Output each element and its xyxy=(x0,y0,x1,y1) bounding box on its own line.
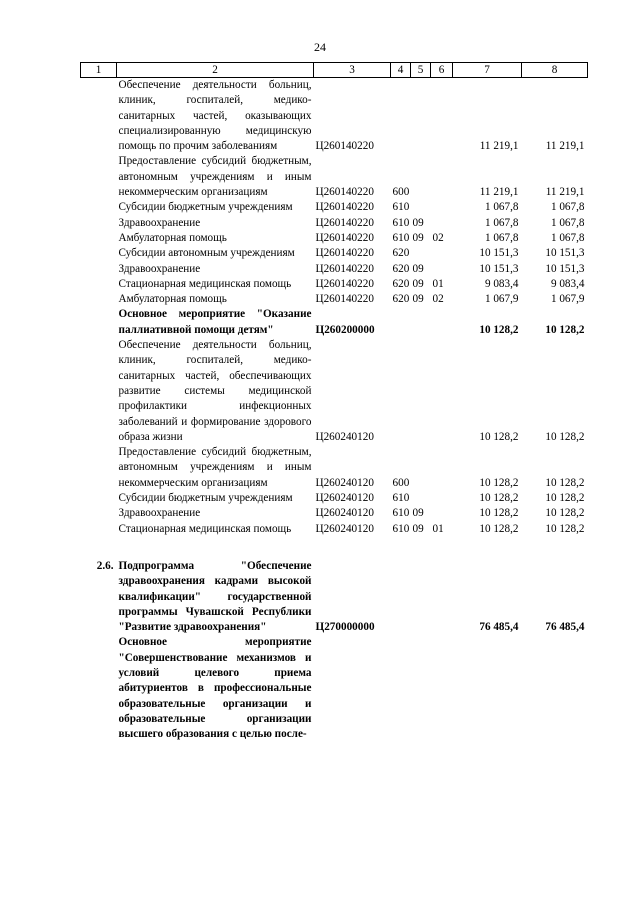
row-value-8: 1 067,8 xyxy=(550,201,585,214)
row-value-7: 10 128,2 xyxy=(479,476,519,489)
row-value-7: 11 219,1 xyxy=(479,186,519,199)
row-rz xyxy=(411,78,431,155)
row-index xyxy=(81,491,117,506)
row-name: Субсидии бюджетным учреждениям xyxy=(118,201,293,214)
row-index xyxy=(81,154,117,200)
table-row xyxy=(81,78,588,155)
row-name: Амбулаторная помощь xyxy=(118,231,227,244)
row-code: Ц260140220 xyxy=(315,201,374,214)
row-name: Обеспечение деятельности больниц, клиник, госпиталей, медико-санитарных частей, оказывающих специализированную медицинскую помощь по прочим заболеваниям xyxy=(118,79,312,153)
row-vr: 610 xyxy=(392,492,410,505)
row-value-8: 10 128,2 xyxy=(545,507,585,520)
row-spacer xyxy=(81,537,588,559)
row-value-8 xyxy=(522,635,588,742)
row-index xyxy=(81,522,117,537)
row-value-8: 10 151,3 xyxy=(545,262,585,275)
table-header xyxy=(81,63,588,78)
row-rz xyxy=(411,200,431,215)
row-rz xyxy=(411,307,431,338)
row-code: Ц260140220 xyxy=(315,186,374,199)
row-value-8: 10 151,3 xyxy=(545,247,585,260)
row-value-7: 10 128,2 xyxy=(479,430,519,443)
header-cell: 6 xyxy=(431,63,453,78)
row-index xyxy=(81,338,117,445)
row-code: Ц260240120 xyxy=(315,430,374,443)
row-value-7: 1 067,8 xyxy=(484,231,519,244)
table-row xyxy=(81,338,588,445)
row-rz xyxy=(411,491,431,506)
row-name: Предоставление субсидий бюджетным, автономным учреждениям и иным некоммерческим организациям xyxy=(118,155,312,199)
table-body xyxy=(81,78,588,743)
row-name: Субсидии бюджетным учреждениям xyxy=(118,492,293,505)
row-vr xyxy=(391,338,411,445)
row-index xyxy=(81,216,117,231)
row-vr: 610 xyxy=(392,201,410,214)
row-value-7: 9 083,4 xyxy=(484,277,519,290)
row-pr: 02 xyxy=(432,293,444,306)
table-row xyxy=(81,231,588,246)
row-vr xyxy=(391,307,411,338)
row-value-8: 9 083,4 xyxy=(550,277,585,290)
table-row xyxy=(81,262,588,277)
row-value-8: 1 067,8 xyxy=(550,216,585,229)
row-pr xyxy=(431,78,453,155)
row-code: Ц260140220 xyxy=(315,140,374,153)
row-index xyxy=(81,78,117,155)
header-cell: 8 xyxy=(522,63,588,78)
row-pr: 01 xyxy=(432,277,444,290)
table-row xyxy=(81,522,588,537)
row-rz xyxy=(411,154,431,200)
row-code: Ц260240120 xyxy=(315,476,374,489)
row-index xyxy=(81,262,117,277)
row-vr: 620 xyxy=(392,277,410,290)
table-row xyxy=(81,216,588,231)
table-row xyxy=(81,491,588,506)
row-pr xyxy=(431,559,453,635)
page-number: 24 xyxy=(314,40,326,54)
row-rz xyxy=(411,445,431,491)
row-value-8: 11 219,1 xyxy=(545,186,585,199)
row-vr xyxy=(391,635,411,742)
row-value-8: 76 485,4 xyxy=(545,621,585,634)
row-index xyxy=(81,292,117,307)
row-code: Ц260140220 xyxy=(315,262,374,275)
row-rz xyxy=(411,635,431,742)
table-row xyxy=(81,154,588,200)
row-name: Субсидии автономным учреждениям xyxy=(118,247,295,260)
row-index: 2.6. xyxy=(96,559,114,572)
table-row xyxy=(81,635,588,742)
row-vr: 600 xyxy=(392,476,410,489)
row-rz: 09 xyxy=(412,262,424,275)
row-name: Подпрограмма "Обеспечение здравоохранения кадрами высокой квалификации" государственной программы Чувашской Республики "Развитие здравоохранения" xyxy=(118,559,312,634)
row-value-7: 1 067,9 xyxy=(484,293,519,306)
row-code: Ц260140220 xyxy=(315,277,374,290)
row-name: Стационарная медицинская помощь xyxy=(118,277,292,290)
row-pr xyxy=(431,200,453,215)
row-rz: 09 xyxy=(412,231,424,244)
row-value-8: 1 067,8 xyxy=(550,231,585,244)
row-value-7: 10 128,2 xyxy=(479,522,519,535)
row-code: Ц260140220 xyxy=(315,247,374,260)
row-pr: 02 xyxy=(432,231,444,244)
row-vr: 620 xyxy=(392,293,410,306)
row-vr xyxy=(391,78,411,155)
row-vr: 610 xyxy=(392,216,410,229)
row-value-7: 11 219,1 xyxy=(479,140,519,153)
row-index xyxy=(81,200,117,215)
header-cell: 4 xyxy=(391,63,411,78)
table-row xyxy=(81,277,588,292)
header-cell: 5 xyxy=(411,63,431,78)
table-row xyxy=(81,506,588,521)
row-vr: 610 xyxy=(392,522,410,535)
row-rz: 09 xyxy=(412,293,424,306)
row-code: Ц260240120 xyxy=(315,492,374,505)
row-name: Обеспечение деятельности больниц, клиник, госпиталей, медико-санитарных частей, обеспечивающих развитие системы медицинской профилактики инфекционных заболеваний и формирование здорового образа жизни xyxy=(118,339,312,443)
row-vr: 620 xyxy=(392,247,410,260)
row-pr xyxy=(431,216,453,231)
header-cell: 3 xyxy=(314,63,391,78)
row-value-7: 10 151,3 xyxy=(479,262,519,275)
row-value-8: 10 128,2 xyxy=(545,430,585,443)
row-pr xyxy=(431,154,453,200)
row-value-7: 10 128,2 xyxy=(479,507,519,520)
row-value-7: 1 067,8 xyxy=(484,201,519,214)
table-row xyxy=(81,445,588,491)
row-value-7: 76 485,4 xyxy=(479,621,519,634)
row-index xyxy=(81,506,117,521)
row-vr: 620 xyxy=(392,262,410,275)
row-code: Ц260140220 xyxy=(315,231,374,244)
budget-table xyxy=(80,62,588,742)
row-pr xyxy=(431,338,453,445)
row-index xyxy=(81,635,117,742)
row-value-7: 10 151,3 xyxy=(479,247,519,260)
row-value-8: 10 128,2 xyxy=(545,492,585,505)
row-vr: 600 xyxy=(392,186,410,199)
row-rz: 09 xyxy=(412,507,424,520)
row-name: Амбулаторная помощь xyxy=(118,293,227,306)
row-value-7: 1 067,8 xyxy=(484,216,519,229)
row-pr xyxy=(431,445,453,491)
row-rz xyxy=(411,338,431,445)
row-value-8: 10 128,2 xyxy=(545,522,585,535)
row-pr xyxy=(431,635,453,742)
row-rz: 09 xyxy=(412,522,424,535)
row-value-8: 1 067,9 xyxy=(550,293,585,306)
row-vr: 610 xyxy=(392,507,410,520)
row-code: Ц260240120 xyxy=(315,522,374,535)
table-row xyxy=(81,307,588,338)
row-name: Здравоохранение xyxy=(118,216,201,229)
table-row xyxy=(81,246,588,261)
row-name: Здравоохранение xyxy=(118,262,201,275)
row-value-7 xyxy=(453,635,522,742)
row-name: Предоставление субсидий бюджетным, автономным учреждениям и иным некоммерческим организациям xyxy=(118,446,312,489)
row-value-8: 11 219,1 xyxy=(545,140,585,153)
row-code: Ц270000000 xyxy=(315,621,375,634)
table-row xyxy=(81,200,588,215)
row-rz: 09 xyxy=(412,216,424,229)
row-pr xyxy=(431,262,453,277)
row-code: Ц260240120 xyxy=(315,507,374,520)
row-name: Основное мероприятие "Совершенствование механизмов и условий целевого приема абитуриентов в профессиональные образовательные организации и образовательные организации высшего образования с целью после- xyxy=(118,636,312,741)
row-name: Основное мероприятие "Оказание паллиативной помощи детям" xyxy=(118,308,312,336)
header-cell: 2 xyxy=(117,63,314,78)
row-rz xyxy=(411,246,431,261)
row-pr: 01 xyxy=(432,522,444,535)
row-pr xyxy=(431,506,453,521)
row-index xyxy=(81,246,117,261)
row-vr: 610 xyxy=(392,231,410,244)
row-value-7: 10 128,2 xyxy=(479,492,519,505)
row-code: Ц260140220 xyxy=(315,293,374,306)
table-row xyxy=(81,292,588,307)
header-cell: 7 xyxy=(453,63,522,78)
row-rz xyxy=(411,559,431,635)
row-rz: 09 xyxy=(412,277,424,290)
row-name: Здравоохранение xyxy=(118,507,201,520)
row-value-8: 10 128,2 xyxy=(545,476,585,489)
header-cell: 1 xyxy=(81,63,117,78)
row-index xyxy=(81,231,117,246)
row-index xyxy=(81,445,117,491)
row-pr xyxy=(431,246,453,261)
row-code xyxy=(314,635,391,742)
row-code: Ц260140220 xyxy=(315,216,374,229)
row-name: Стационарная медицинская помощь xyxy=(118,522,292,535)
row-pr xyxy=(431,491,453,506)
table-row xyxy=(81,559,588,635)
row-index xyxy=(81,277,117,292)
row-vr xyxy=(391,559,411,635)
row-value-7: 10 128,2 xyxy=(479,323,519,336)
row-index xyxy=(81,307,117,338)
row-pr xyxy=(431,307,453,338)
row-code: Ц260200000 xyxy=(315,323,375,336)
row-value-8: 10 128,2 xyxy=(545,323,585,336)
